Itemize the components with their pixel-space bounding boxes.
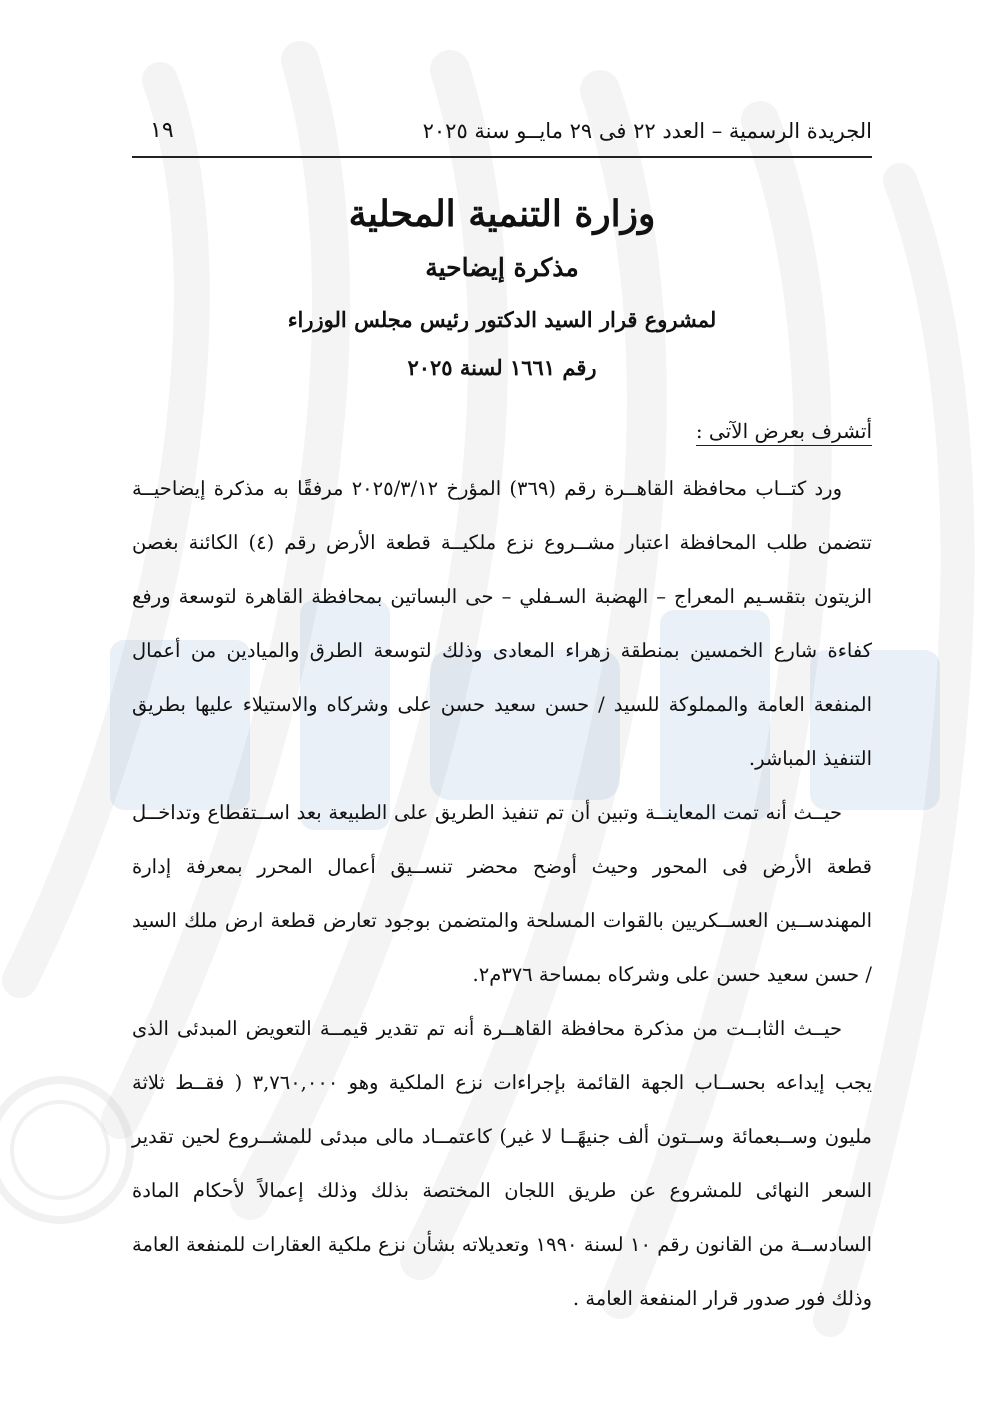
intro-text: أتشرف بعرض الآتى : (696, 419, 872, 446)
ministry-title: وزارة التنمية المحلية (348, 193, 656, 235)
page-header (132, 113, 872, 149)
gazette-header-title: الجريدة الرسمية – العدد ٢٢ فى ٢٩ مايــو سنة ٢٠٢٥ (422, 119, 872, 143)
paragraph: حيــث الثابــت من مذكرة محافظة القاهــرة أنه تم تقدير قيمــة التعويض المبدئى الذى يجب إيداعه بحســاب الجهة القائمة بإجراءات نزع الملكية وهو ٣,٧٦٠,٠٠٠ ( فقــط ثلاثة مليون وســبعمائة وســتون ألف جنيهًــا لا غير) كاعتمــاد مالى مبدئى للمشــروع لحين تقدير السعر النهائى للمشروع عن طريق اللجان المختصة بذلك وذلك إعمالاً لأحكام المادة السادســة من القانون رقم ١٠ لسنة ١٩٩٠ وتعديلاته بشأن نزع ملكية العقارات للمنفعة العامة وذلك فور صدور قرار المنفعة العامة . (132, 1017, 873, 1310)
paragraph: حيــث أنه تمت المعاينــة وتبين أن تم تنفيذ الطريق على الطبيعة بعد اســتقطاع وتداخــل قطعة الأرض فى المحور وحيث أوضح محضر تنســيق أعمال المحرر بمعرفة إدارة المهندســين العســكريين بالقوات المسلحة والمتضمن بوجود تعارض قطعة ارض ملك السيد / حسن سعيد حسن على وشركاه بمساحة ٣٧٦م٢. (132, 801, 872, 986)
memo-body (132, 462, 872, 1326)
paragraph: ورد كتــاب محافظة القاهــرة رقم (٣٦٩) المؤرخ ٢٠٢٥/٣/١٢ مرفقًا به مذكرة إيضاحيــة تتضمن طلب المحافظة اعتبار مشــروع نزع ملكيــة قطعة الأرض رقم (٤) الكائنة بغصن الزيتون بتقسـيم المعراج – الهضبة السـفلي – حى البساتين بمحافظة القاهرة لتوسعة ورفع كفاءة شارع الخمسين بمنطقة زهراء المعادى وذلك لتوسعة الطرق والميادين من أعمال المنفعة العامة والمملوكة للسيد / حسن سعيد حسن على وشركاه والاستيلاء عليها بطريق التنفيذ المباشر. (132, 477, 872, 770)
page-number: ١٩ (150, 118, 174, 143)
header-divider (132, 156, 872, 158)
intro-line (696, 414, 872, 448)
memo-title: مذكرة إيضاحية (425, 253, 579, 282)
project-line: لمشروع قرار السيد الدكتور رئيس مجلس الوزراء (287, 307, 717, 332)
decree-number: رقم ١٦٦١ لسنة ٢٠٢٥ (407, 355, 597, 380)
